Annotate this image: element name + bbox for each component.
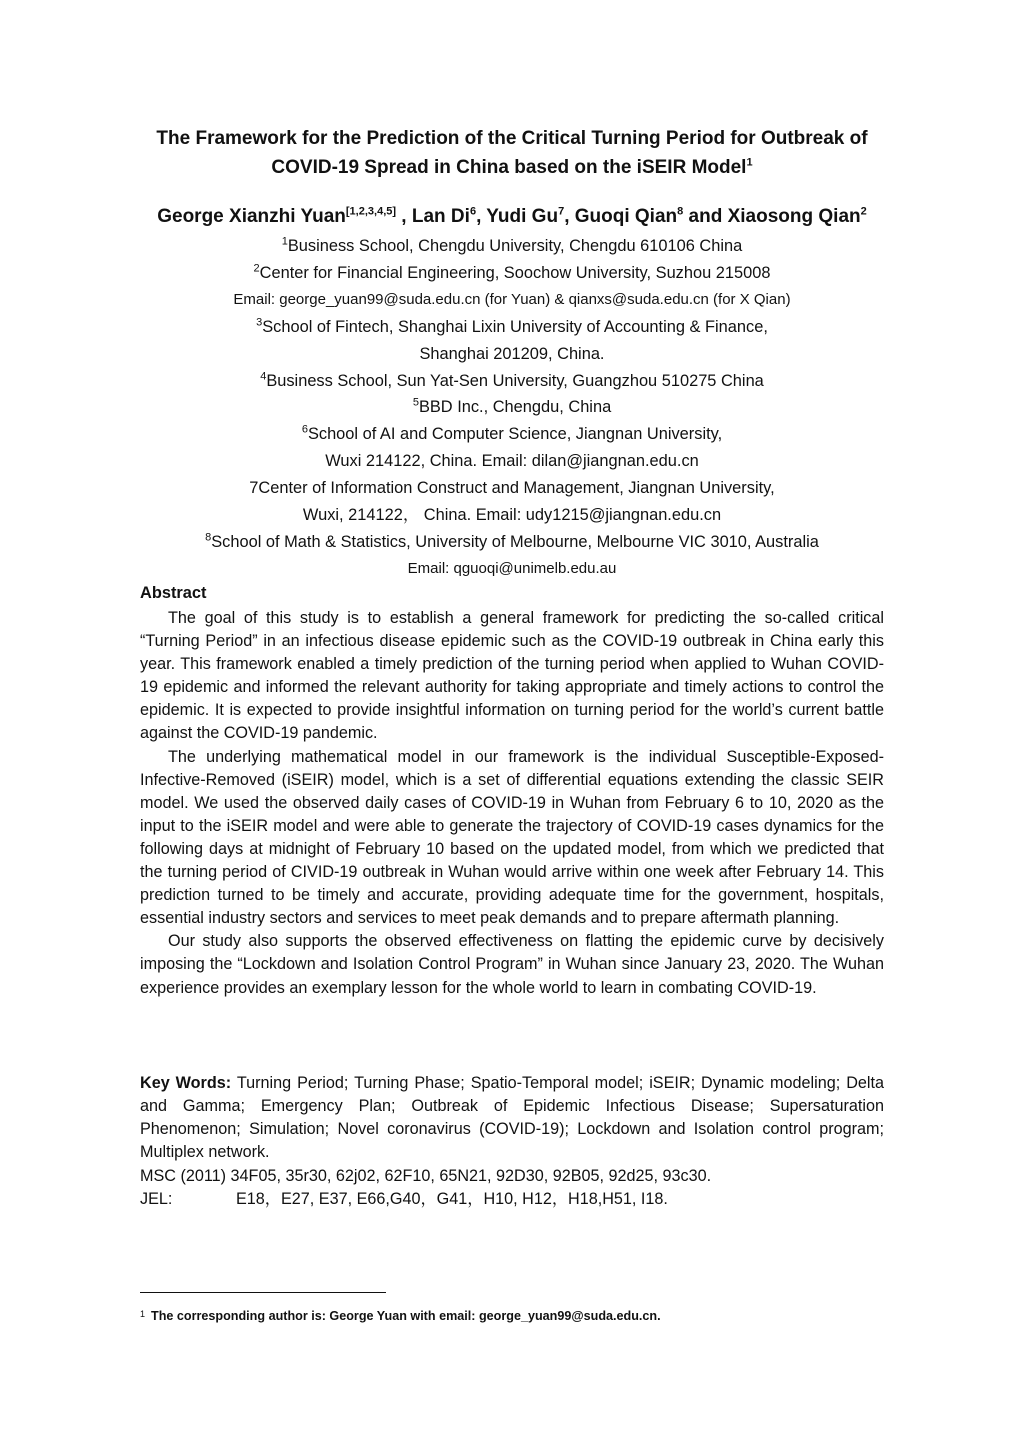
paper-title	[140, 124, 884, 182]
author-affiliation-mark: 2	[860, 205, 867, 218]
author-name: Lan Di	[411, 206, 470, 227]
affiliation-line	[140, 260, 884, 287]
title-line-1: The Framework for the Prediction of the Critical Turning Period for Outbreak of	[156, 128, 868, 149]
footnote	[140, 1305, 884, 1325]
author	[486, 206, 574, 227]
affiliation-line	[140, 233, 884, 260]
author	[728, 206, 867, 227]
affiliation-text: Wuxi 214122, China. Email: dilan@jiangnan.edu.cn	[325, 452, 699, 471]
affiliation-mark: 4	[260, 370, 267, 383]
author-affiliation-mark: 7	[558, 205, 565, 218]
title-line-2	[140, 153, 884, 182]
affiliation-line	[140, 475, 884, 502]
footnote-text: The corresponding author is: George Yuan with email: george_yuan99@suda.edu.cn.	[151, 1309, 661, 1323]
author-name: Guoqi Qian	[574, 206, 678, 227]
footnote-divider	[140, 1292, 386, 1293]
title-footnote-mark: 1	[746, 156, 753, 169]
author-separator: and	[683, 206, 728, 227]
title-line-2-text: COVID-19 Spread in China based on the iSEIR Model	[271, 157, 747, 178]
affiliation-line	[140, 394, 884, 421]
keywords-label: Key Words:	[140, 1074, 232, 1092]
affiliation-mark: 1	[281, 235, 288, 248]
affiliation-text: Business School, Sun Yat-Sen University, Guangzhou 510275 China	[266, 371, 764, 390]
affiliation-mark: 8	[205, 531, 212, 544]
keywords	[140, 1072, 884, 1164]
affiliation-mark: 5	[412, 396, 419, 409]
jel-label: JEL:	[140, 1190, 173, 1208]
affiliation-line	[140, 368, 884, 395]
footnote-mark: 1	[140, 1309, 146, 1319]
author-name: Xiaosong Qian	[727, 206, 861, 227]
jel-codes	[140, 1188, 884, 1211]
affiliation-mark: 3	[256, 316, 263, 329]
author	[157, 206, 412, 227]
affiliation-line	[140, 502, 884, 529]
affiliation-text: Center for Financial Engineering, Soochow University, Suzhou 215008	[259, 263, 771, 282]
affiliation-line	[140, 314, 884, 341]
abstract-paragraph: The goal of this study is to establish a general framework for predicting the so-called critical “Turning Period” in an infectious disease epidemic such as the COVID-19 outbreak in China early this year. This framework enabled a timely prediction of the turning period when applied to Wuhan COVID-19 epidemic and informed the relevant authority for taking appropriate and timely actions to control the epidemic. It is expected to provide insightful information on turning period for the world’s current battle against the COVID-19 pandemic.	[140, 609, 884, 743]
author-name: Yudi Gu	[486, 206, 559, 227]
affiliation-text: Shanghai 201209, China.	[419, 344, 605, 363]
affiliation-text: School of AI and Computer Science, Jiangnan University,	[307, 425, 723, 444]
affiliation-line	[140, 287, 884, 314]
abstract-heading: Abstract	[140, 584, 207, 602]
affiliation-text: Email: george_yuan99@suda.edu.cn (for Yuan) & qianxs@suda.edu.cn (for X Qian)	[233, 290, 791, 308]
affiliation-mark: 6	[301, 423, 308, 436]
author	[575, 206, 728, 227]
affiliation-line	[140, 556, 884, 583]
affiliation-text: Business School, Chengdu University, Chengdu 610106 China	[287, 237, 743, 255]
author-separator: ,	[396, 206, 412, 227]
affiliation-line	[140, 448, 884, 475]
affiliation-text: School of Fintech, Shanghai Lixin University of Accounting & Finance,	[262, 317, 768, 336]
affiliation-text: Email: qguoqi@unimelb.edu.au	[407, 559, 617, 577]
author-list	[140, 204, 884, 230]
affiliation-text: Wuxi, 214122， China. Email: udy1215@jiangnan.edu.cn	[302, 506, 722, 525]
affiliation-line	[140, 529, 884, 556]
affiliation-text: School of Math & Statistics, University of Melbourne, Melbourne VIC 3010, Australia	[211, 532, 819, 551]
affiliations	[140, 233, 884, 583]
jel-code-list: E18，E27, E37, E66,G40，G41，H10, H12，H18,H51, I18.	[236, 1190, 668, 1208]
author-affiliation-mark: [1,2,3,4,5]	[345, 205, 397, 218]
author	[412, 206, 486, 227]
abstract-paragraph: Our study also supports the observed effectiveness on flatting the epidemic curve by decisively imposing the “Lockdown and Isolation Control Program” in Wuhan since January 23, 2020. The Wuhan experience provides an exemplary lesson for the whole world to learn in combating COVID-19.	[140, 932, 884, 997]
affiliation-mark: 2	[253, 262, 260, 275]
keywords-text: Turning Period; Turning Phase; Spatio-Temporal model; iSEIR; Dynamic modeling; Delta and Gamma; Emergency Plan; Outbreak of Epidemic Infectious Disease; Supersaturation Phenomenon; Simulation; Novel coronavirus (COVID-19); Lockdown and Isolation control program; Multiplex network.	[140, 1074, 884, 1162]
author-affiliation-mark: 6	[469, 205, 477, 218]
abstract-paragraph: The underlying mathematical model in our framework is the individual Susceptible-Exposed-Infective-Removed (iSEIR) model, which is a set of differential equations extending the classic SEIR model. We used the observed daily cases of COVID-19 in Wuhan from February 6 to 10, 2020 as the input to the iSEIR model and were able to generate the trajectory of COVID-19 cases dynamics for the following days at midnight of February 10 based on the updated model, from which we predicted that the turning period of CIVID-19 outbreak in Wuhan would arrive within one week after February 14. This prediction turned to be timely and accurate, providing adequate time for the government, hospitals, essential industry sectors and services to meet peak demands and to prepare aftermath planning.	[140, 747, 884, 928]
author-separator: ,	[564, 206, 575, 227]
abstract-body	[140, 607, 884, 1000]
affiliation-text: 7Center of Information Construct and Management, Jiangnan University,	[249, 479, 775, 498]
author-name: George Xianzhi Yuan	[157, 206, 346, 227]
affiliation-line	[140, 341, 884, 368]
affiliation-text: BBD Inc., Chengdu, China	[418, 398, 612, 417]
affiliation-line	[140, 421, 884, 448]
author-separator: ,	[476, 206, 487, 227]
msc-codes: MSC (2011) 34F05, 35r30, 62j02, 62F10, 65N21, 92D30, 92B05, 92d25, 93c30.	[140, 1167, 712, 1185]
author-affiliation-mark: 8	[677, 205, 684, 218]
